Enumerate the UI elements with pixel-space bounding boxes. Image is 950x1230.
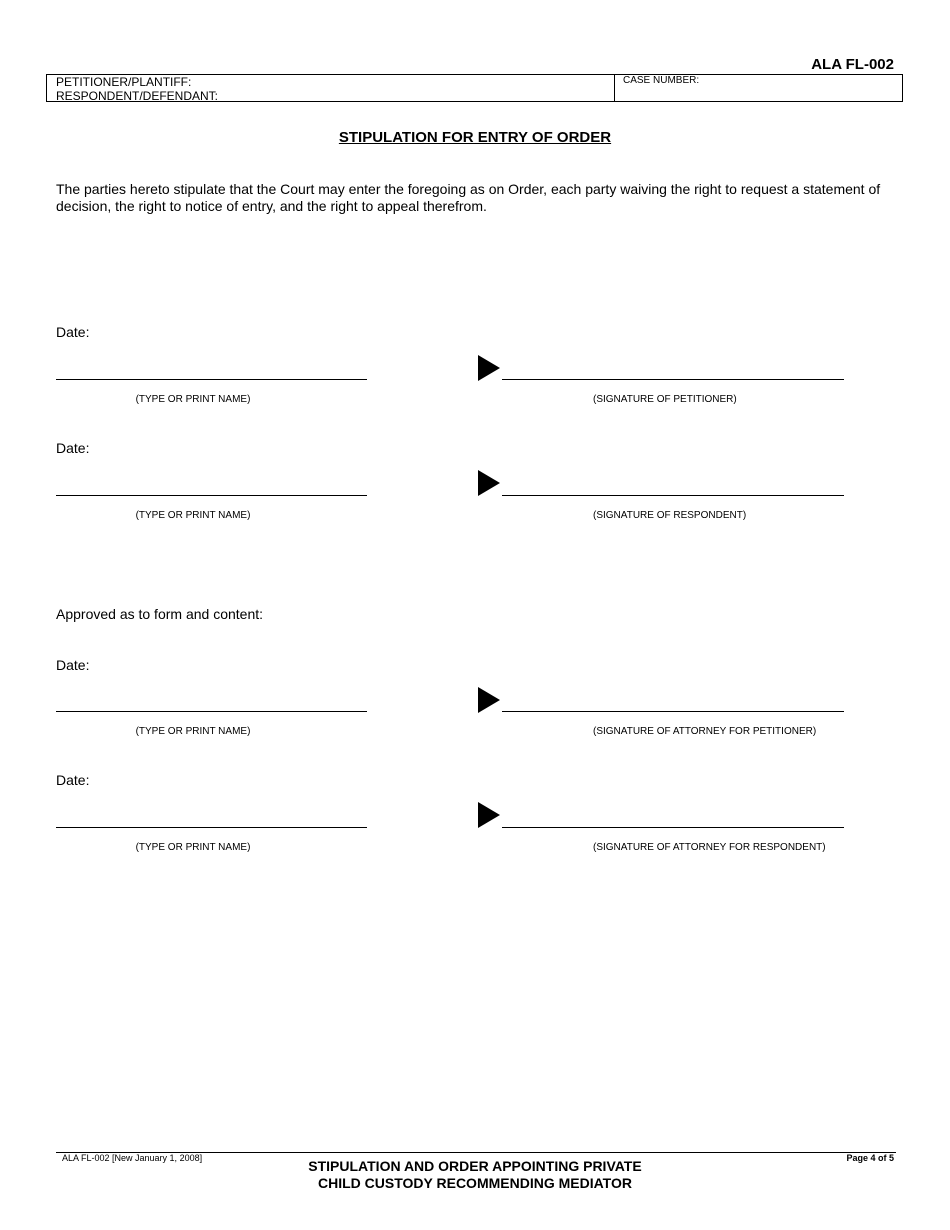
respondent-label: RESPONDENT/DEFENDANT: bbox=[56, 89, 219, 103]
name-field-3[interactable] bbox=[56, 711, 367, 712]
right-pointing-triangle-icon bbox=[478, 687, 500, 713]
name-caption-2: (TYPE OR PRINT NAME) bbox=[135, 510, 251, 521]
date-label-2: Date: bbox=[56, 440, 90, 456]
name-field-1[interactable] bbox=[56, 379, 367, 380]
signature-field-respondent[interactable] bbox=[502, 495, 844, 496]
right-pointing-triangle-icon bbox=[478, 802, 500, 828]
name-field-4[interactable] bbox=[56, 827, 367, 828]
signature-caption-respondent: (SIGNATURE OF RESPONDENT) bbox=[593, 510, 747, 521]
petitioner-label: PETITIONER/PLANTIFF: bbox=[56, 75, 192, 89]
signature-field-attorney-respondent[interactable] bbox=[502, 827, 844, 828]
date-label-4: Date: bbox=[56, 772, 90, 788]
signature-caption-attorney-respondent: (SIGNATURE OF ATTORNEY FOR RESPONDENT) bbox=[593, 842, 826, 853]
page-title: STIPULATION FOR ENTRY OF ORDER bbox=[338, 129, 612, 146]
signature-caption-attorney-petitioner: (SIGNATURE OF ATTORNEY FOR PETITIONER) bbox=[593, 726, 817, 737]
name-caption-3: (TYPE OR PRINT NAME) bbox=[135, 726, 251, 737]
signature-field-attorney-petitioner[interactable] bbox=[502, 711, 844, 712]
form-id: ALA FL-002 bbox=[811, 56, 894, 73]
footer-title bbox=[0, 1158, 950, 1192]
date-label-1: Date: bbox=[56, 324, 90, 340]
approved-label: Approved as to form and content: bbox=[56, 606, 264, 622]
stipulation-text: The parties hereto stipulate that the Court may enter the foregoing as on Order, each party waiving the right to request a statement of decision, the right to notice of entry, and the right to appeal therefrom. bbox=[56, 181, 881, 214]
right-pointing-triangle-icon bbox=[478, 355, 500, 381]
name-caption-1: (TYPE OR PRINT NAME) bbox=[135, 394, 251, 405]
page-number: Page 4 of 5 bbox=[846, 1153, 894, 1163]
form-revision: ALA FL-002 [New January 1, 2008] bbox=[62, 1153, 203, 1163]
name-caption-4: (TYPE OR PRINT NAME) bbox=[135, 842, 251, 853]
name-field-2[interactable] bbox=[56, 495, 367, 496]
footer-title-line-1: STIPULATION AND ORDER APPOINTING PRIVATE bbox=[308, 1158, 642, 1174]
date-label-3: Date: bbox=[56, 657, 90, 673]
signature-field-petitioner[interactable] bbox=[502, 379, 844, 380]
footer-title-line-2: CHILD CUSTODY RECOMMENDING MEDIATOR bbox=[318, 1175, 632, 1191]
case-number-label: CASE NUMBER: bbox=[623, 75, 700, 86]
case-caption-box bbox=[46, 74, 903, 102]
signature-caption-petitioner: (SIGNATURE OF PETITIONER) bbox=[593, 394, 737, 405]
right-pointing-triangle-icon bbox=[478, 470, 500, 496]
party-caption[interactable] bbox=[47, 75, 615, 101]
